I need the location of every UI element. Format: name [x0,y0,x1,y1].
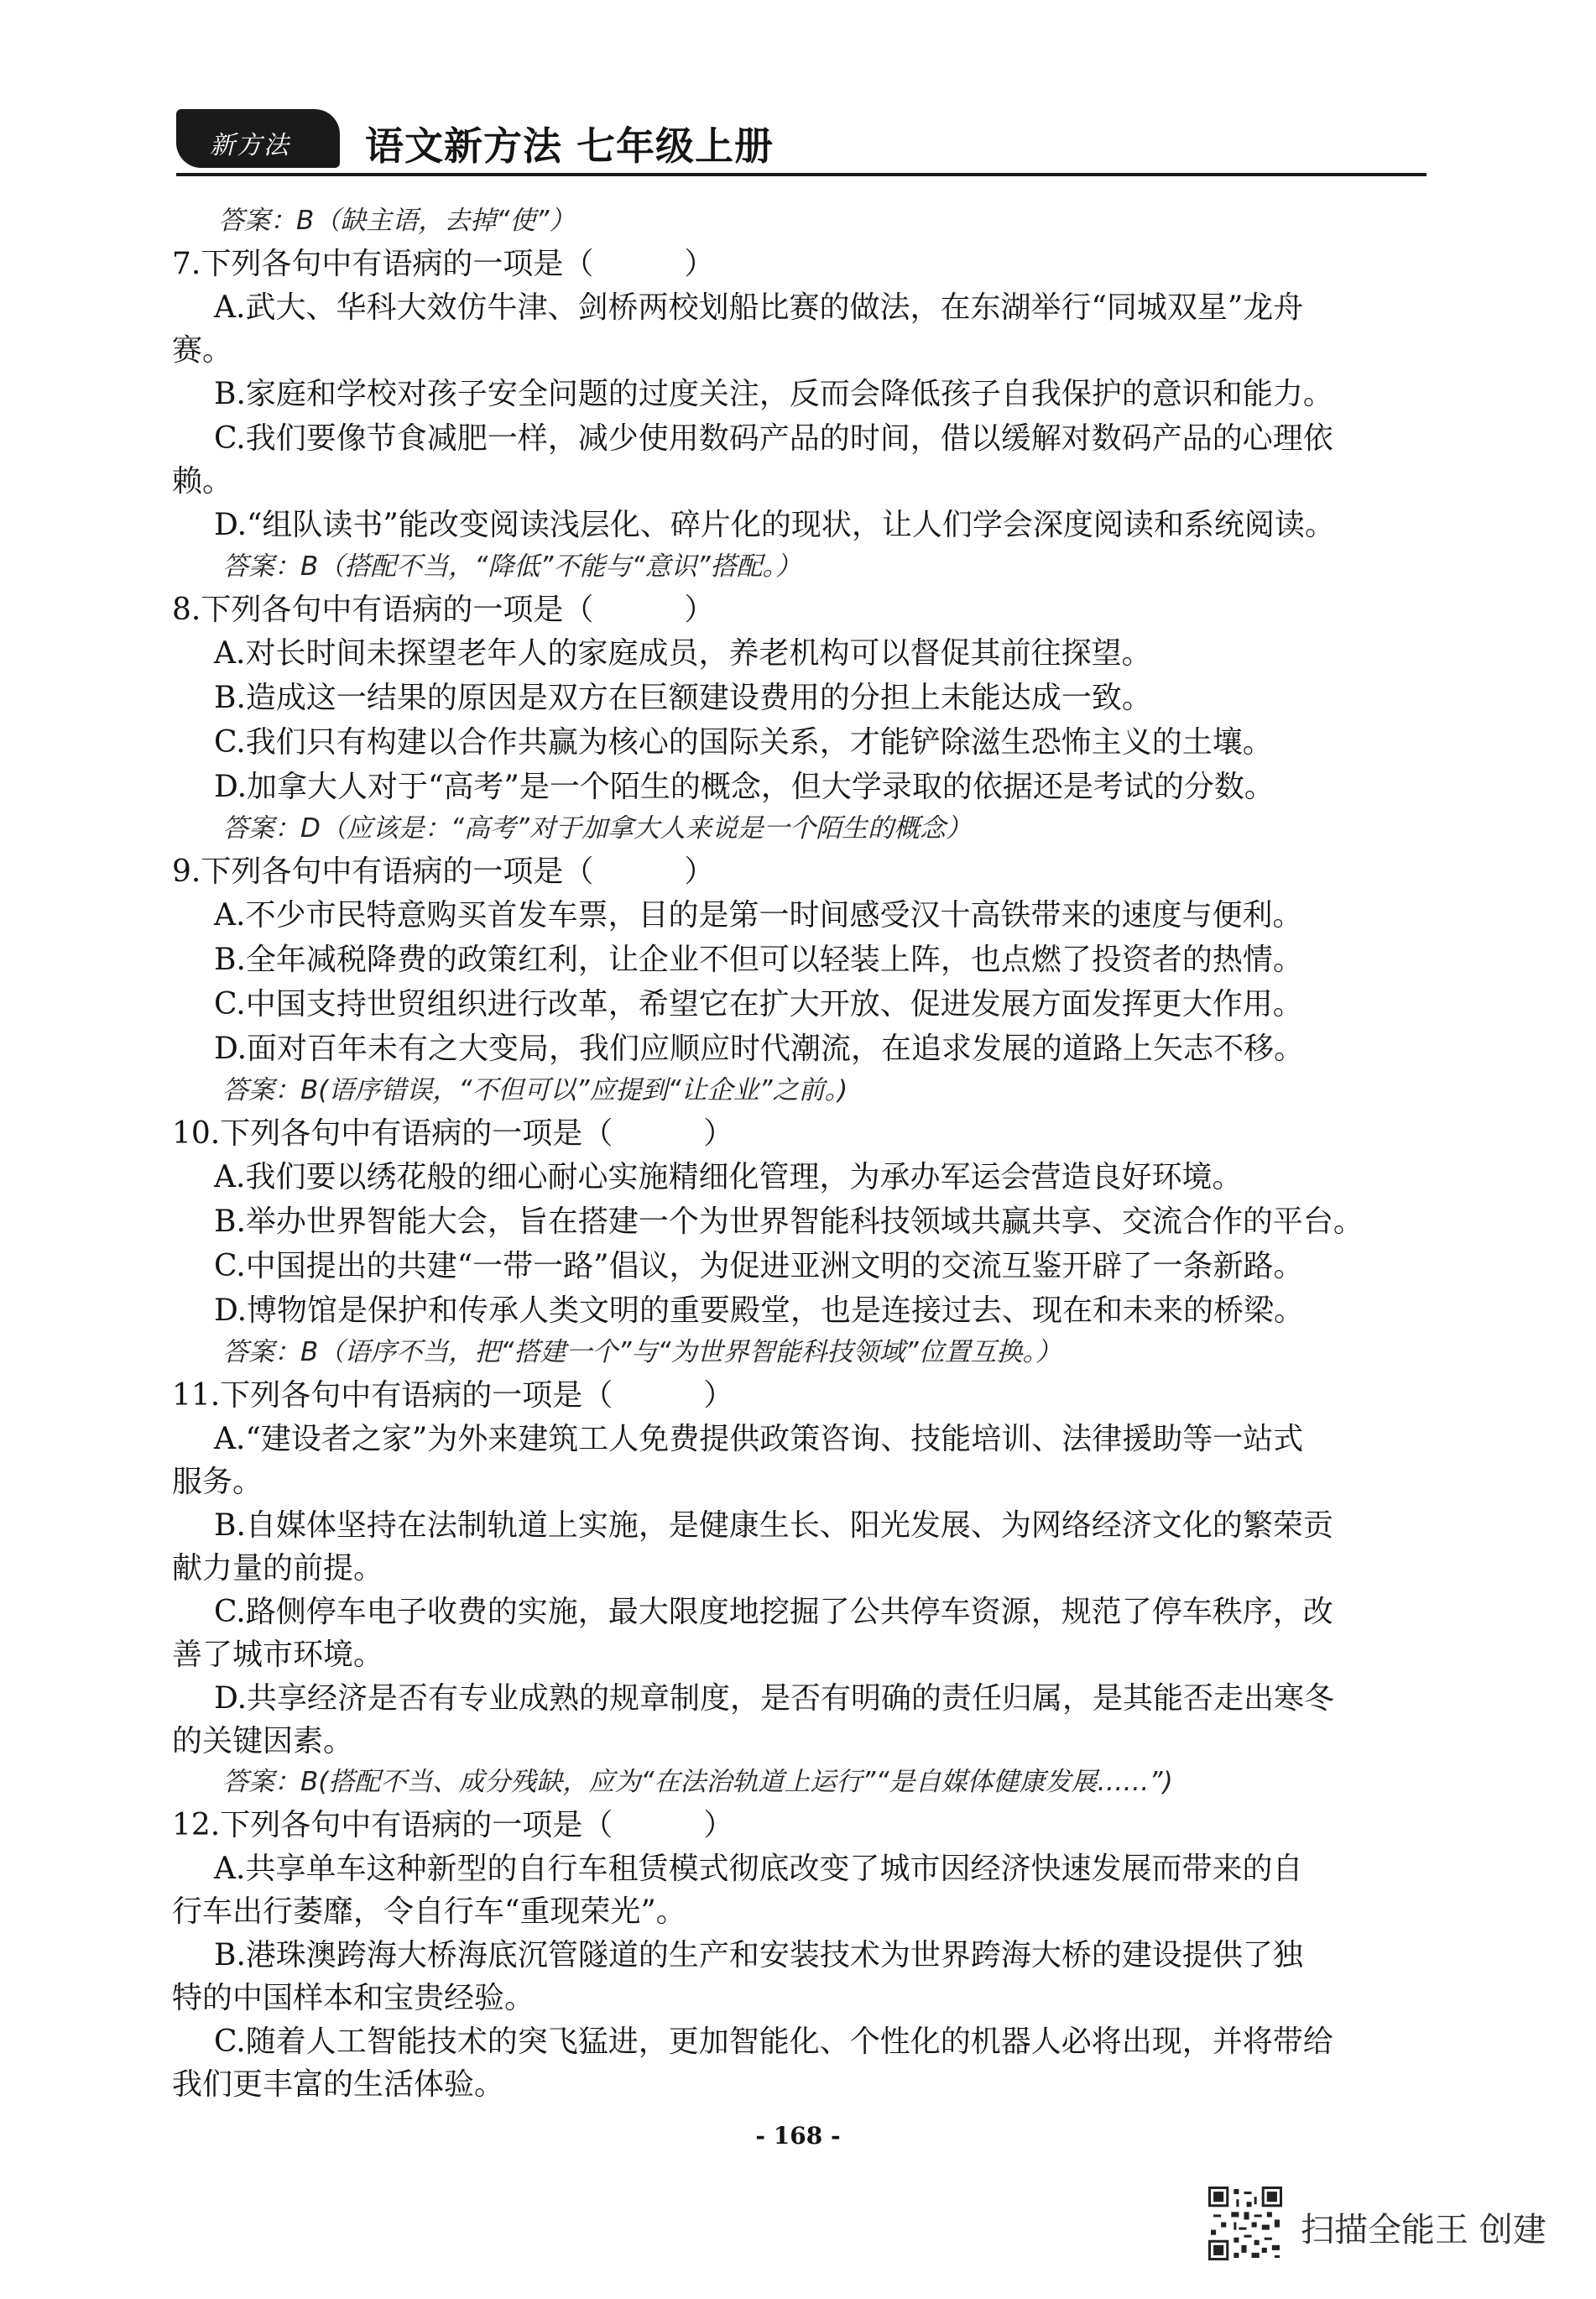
book-title: 语文新方法 七年级上册 [365,123,775,169]
qr-code-icon [1208,2187,1282,2260]
exercise-content [172,201,1439,2106]
question-10-option-b: B.举办世界智能大会，旨在搭建一个为世界智能科技领域共赢共享、交流合作的平台。 [214,1204,1364,1239]
question-10-answer: 答案：B（语序不当，把“搭建一个”与“为世界智能科技领域”位置互换。） [222,1337,1062,1367]
answer-line: 答案：B（缺主语，去掉“使”） [218,206,576,236]
question-7-option-d: D.“组队读书”能改变阅读浅层化、碎片化的现状，让人们学会深度阅读和系统阅读。 [214,508,1335,542]
header-divider [176,173,1426,176]
question-11-answer: 答案：B(搭配不当、成分残缺，应为“在法治轨道上运行”“是自媒体健康发展……”) [222,1767,1173,1797]
question-8-option-d: D.加拿大人对于“高考”是一个陌生的概念，但大学录取的依据还是考试的分数。 [214,770,1275,804]
question-7-option-c: C.我们要像节食减肥一样，减少使用数码产品的时间，借以缓解对数码产品的心理依 [214,421,1333,456]
question-12-option-c: C.随着人工智能技术的突飞猛进，更加智能化、个性化的机器人必将出现，并将带给 [214,2025,1333,2059]
question-9-option-a: A.不少市民特意购买首发车票，目的是第一时间感受汉十高铁带来的速度与便利。 [214,898,1303,933]
page-header [176,109,1426,176]
watermark-text: 扫描全能王 创建 [1301,2211,1546,2249]
question-8-option-b: B.造成这一结果的原因是双方在巨额建设费用的分担上未能达成一致。 [214,681,1152,715]
question-11-option-b: B.自媒体坚持在法制轨道上实施，是健康生长、阳光发展、为网络经济文化的繁荣贡 [214,1508,1333,1543]
scanner-watermark [1208,2187,1578,2262]
question-12-option-b: B.港珠澳跨海大桥海底沉管隧道的生产和安装技术为世界跨海大桥的建设提供了独 [214,1938,1303,1972]
question-9-option-b: B.全年减税降费的政策红利，让企业不但可以轻装上阵，也点燃了投资者的热情。 [214,943,1303,977]
question-12-option-c-cont: 我们更丰富的生活体验。 [172,2067,505,2102]
question-11-option-c: C.路侧停车电子收费的实施，最大限度地挖掘了公共停车资源，规范了停车秩序，改 [214,1595,1333,1629]
question-8-option-c: C.我们只有构建以合作共赢为核心的国际关系，才能铲除滋生恐怖主义的土壤。 [214,725,1273,760]
question-12-option-b-cont: 特的中国样本和宝贵经验。 [172,1981,535,2015]
question-10-stem: 10.下列各句中有语病的一项是（ ） [172,1116,734,1151]
question-12-option-a-cont: 行车出行萎靡，令自行车“重现荣光”。 [172,1894,686,1929]
question-11-option-a-cont: 服务。 [172,1465,263,1499]
question-7-option-b: B.家庭和学校对孩子安全问题的过度关注，反而会降低孩子自我保护的意识和能力。 [214,377,1333,411]
question-8-answer: 答案：D（应该是：“高考”对于加拿大人来说是一个陌生的概念） [222,813,972,844]
brand-logo-text: 新方法 [210,131,290,160]
question-7-option-c-cont: 赖。 [172,464,233,499]
question-11-option-b-cont: 献力量的前提。 [172,1551,384,1586]
question-9-stem: 9.下列各句中有语病的一项是（ ） [172,854,715,889]
question-12-option-a: A.共享单车这种新型的自行车租赁模式彻底改变了城市因经济快速发展而带来的自 [214,1852,1303,1886]
question-7-option-a-cont: 赛。 [172,333,233,368]
question-7-option-a: A.武大、华科大效仿牛津、剑桥两校划船比赛的做法，在东湖举行“同城双星”龙舟 [214,290,1304,325]
question-11-option-a: A.“建设者之家”为外来建筑工人免费提供政策咨询、技能培训、法律援助等一站式 [214,1422,1304,1456]
question-10-option-c: C.中国提出的共建“一带一路”倡议，为促进亚洲文明的交流互鉴开辟了一条新路。 [214,1249,1304,1283]
question-10-option-a: A.我们要以绣花般的细心耐心实施精细化管理，为承办军运会营造良好环境。 [214,1160,1243,1194]
question-11-option-d: D.共享经济是否有专业成熟的规章制度，是否有明确的责任归属，是其能否走出寒冬 [214,1681,1335,1716]
question-9-option-d: D.面对百年未有之大变局，我们应顺应时代潮流，在追求发展的道路上矢志不移。 [214,1032,1305,1066]
question-12-stem: 12.下列各句中有语病的一项是（ ） [172,1808,734,1842]
question-7-answer: 答案：B（搭配不当，“降低”不能与“意识”搭配。） [222,551,802,582]
question-11-option-d-cont: 的关键因素。 [172,1724,354,1758]
question-8-option-a: A.对长时间未探望老年人的家庭成员，养老机构可以督促其前往探望。 [214,636,1152,671]
brand-logo [176,109,340,168]
question-11-stem: 11.下列各句中有语病的一项是（ ） [172,1378,734,1413]
question-8-stem: 8.下列各句中有语病的一项是（ ） [172,593,715,627]
question-10-option-d: D.博物馆是保护和传承人类文明的重要殿堂，也是连接过去、现在和未来的桥梁。 [214,1293,1305,1328]
question-11-option-c-cont: 善了城市环境。 [172,1638,384,1672]
question-9-option-c: C.中国支持世贸组织进行改革，希望它在扩大开放、促进发展方面发挥更大作用。 [214,987,1303,1021]
page-number: - 168 - [755,2122,841,2150]
question-9-answer: 答案：B(语序错误，“不但可以”应提到“让企业”之前。) [222,1075,848,1105]
question-7-stem: 7.下列各句中有语病的一项是（ ） [172,247,715,281]
